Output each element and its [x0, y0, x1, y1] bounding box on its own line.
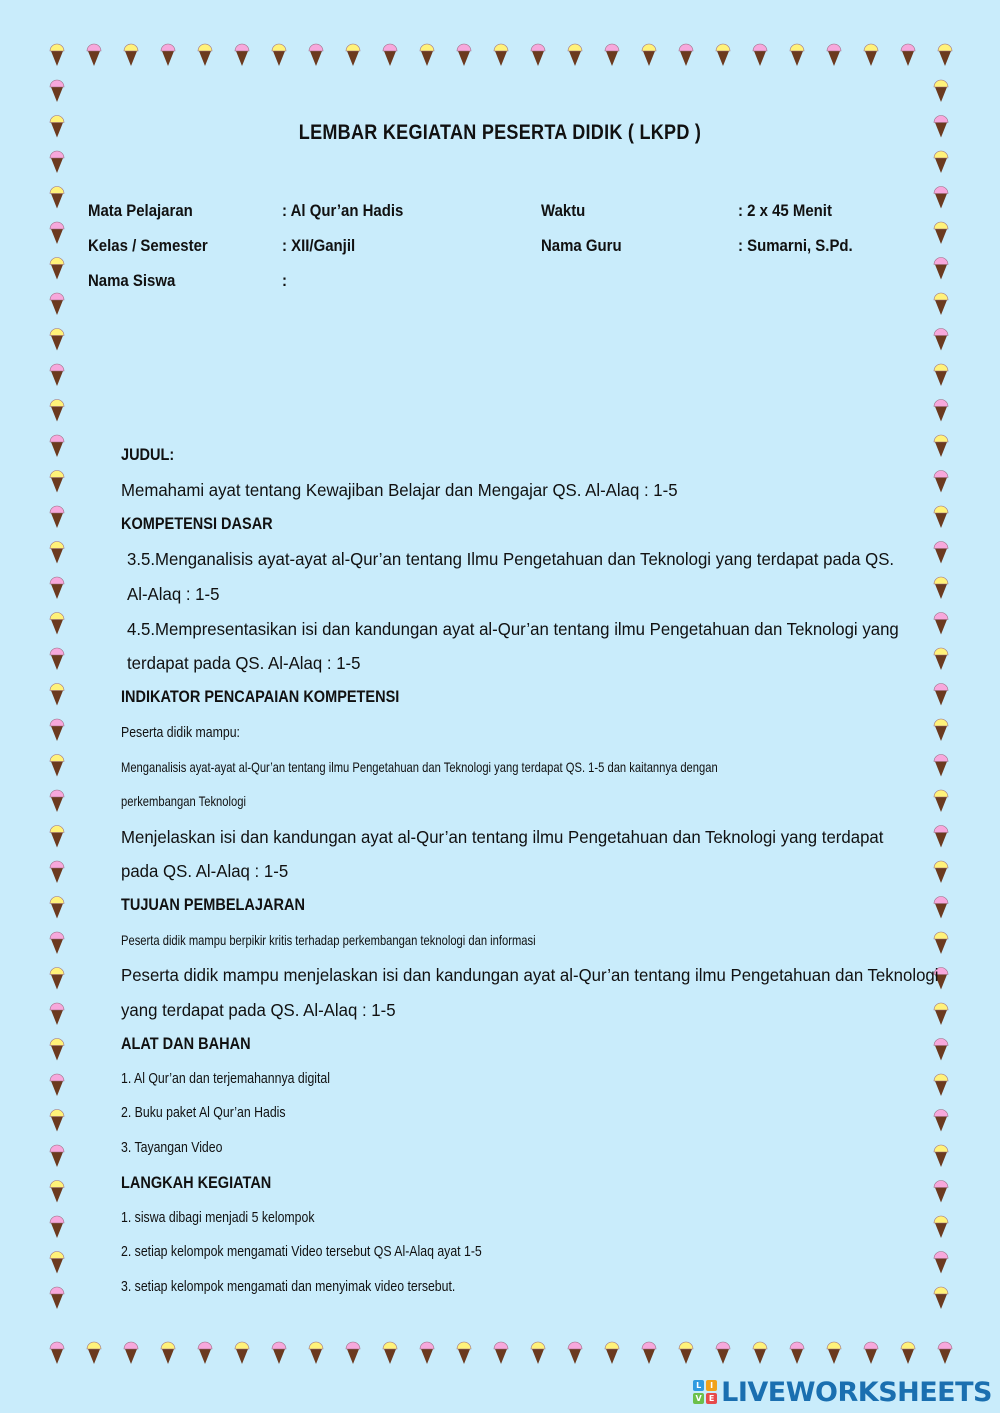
ice-cream-cone-icon	[346, 44, 360, 66]
ice-cream-cone-icon	[934, 435, 948, 457]
ice-cream-cone-icon	[901, 1342, 915, 1364]
ice-cream-cone-icon	[50, 151, 64, 173]
ipk-heading: INDIKATOR PENCAPAIAN KOMPETENSI	[121, 688, 400, 706]
ice-cream-cone-icon	[568, 1342, 582, 1364]
kd-item-2-cont: terdapat pada QS. Al-Alaq : 1-5	[127, 653, 361, 673]
ice-cream-cone-icon	[50, 1342, 64, 1364]
ipk-item-2-cont: pada QS. Al-Alaq : 1-5	[121, 861, 289, 881]
ice-cream-cone-icon	[934, 80, 948, 102]
kd-item-1-cont: Al-Alaq : 1-5	[127, 584, 220, 604]
ice-cream-cone-icon	[235, 44, 249, 66]
ice-cream-cone-icon	[346, 1342, 360, 1364]
ice-cream-cone-icon	[934, 187, 948, 209]
ice-cream-cone-icon	[50, 577, 64, 599]
ice-cream-cone-icon	[934, 400, 948, 422]
ice-cream-cone-icon	[235, 1342, 249, 1364]
ice-cream-cone-icon	[50, 1216, 64, 1238]
ice-cream-cone-icon	[50, 542, 64, 564]
ice-cream-cone-icon	[934, 1039, 948, 1061]
langkah-item-1: 1. siswa dibagi menjadi 5 kelompok	[121, 1209, 315, 1226]
ice-cream-cone-icon	[790, 1342, 804, 1364]
ice-cream-cone-icon	[934, 1216, 948, 1238]
ice-cream-cone-icon	[938, 44, 952, 66]
ice-cream-cone-icon	[50, 790, 64, 812]
mapel-label: Mata Pelajaran	[88, 201, 193, 220]
ice-cream-cone-icon	[50, 116, 64, 138]
ice-cream-cone-icon	[457, 1342, 471, 1364]
ice-cream-cone-icon	[50, 719, 64, 741]
ice-cream-cone-icon	[50, 506, 64, 528]
ice-cream-cone-icon	[934, 364, 948, 386]
ice-cream-cone-icon	[124, 44, 138, 66]
ice-cream-cone-icon	[934, 471, 948, 493]
ipk-item-1-cont: perkembangan Teknologi	[121, 793, 246, 809]
ice-cream-cone-icon	[934, 684, 948, 706]
alat-item-2: 2. Buku paket Al Qur’an Hadis	[121, 1104, 286, 1121]
ice-cream-cone-icon	[934, 1181, 948, 1203]
liveworksheets-logo[interactable]	[693, 1377, 992, 1407]
alat-item-1: 1. Al Qur’an dan terjemahannya digital	[121, 1070, 331, 1087]
ice-cream-cone-icon	[50, 684, 64, 706]
ice-cream-cone-icon	[50, 968, 64, 990]
ice-cream-cone-icon	[934, 151, 948, 173]
ice-cream-cone-icon	[642, 44, 656, 66]
ice-cream-cone-icon	[50, 648, 64, 670]
ice-cream-cone-icon	[934, 613, 948, 635]
tujuan-item-2-cont: yang terdapat pada QS. Al-Alaq : 1-5	[121, 1000, 396, 1020]
ice-cream-cone-icon	[50, 897, 64, 919]
kd-heading: KOMPETENSI DASAR	[121, 515, 273, 533]
kelas-label: Kelas / Semester	[88, 236, 208, 255]
ice-cream-cone-icon	[198, 1342, 212, 1364]
ice-cream-cone-icon	[934, 861, 948, 883]
ice-cream-cone-icon	[383, 44, 397, 66]
ice-cream-cone-icon	[50, 400, 64, 422]
liveworksheets-text: LIVEWORKSHEETS	[721, 1376, 992, 1408]
ice-cream-cone-icon	[383, 1342, 397, 1364]
ice-cream-cone-icon	[679, 1342, 693, 1364]
ice-cream-cone-icon	[642, 1342, 656, 1364]
siswa-label: Nama Siswa	[88, 271, 176, 290]
ice-cream-cone-icon	[934, 897, 948, 919]
ice-cream-cone-icon	[934, 329, 948, 351]
ice-cream-cone-icon	[494, 44, 508, 66]
ice-cream-cone-icon	[494, 1342, 508, 1364]
siswa-value: :	[282, 271, 287, 290]
ice-cream-cone-icon	[934, 1252, 948, 1274]
ice-cream-cone-icon	[309, 44, 323, 66]
ice-cream-cone-icon	[50, 293, 64, 315]
tujuan-item-2: Peserta didik mampu menjelaskan isi dan kandungan ayat al-Qur’an tentang ilmu Pengetahuan dan Teknologi	[121, 965, 939, 985]
ice-cream-cone-icon	[934, 719, 948, 741]
waktu-label: Waktu	[541, 201, 586, 220]
ice-cream-cone-icon	[934, 542, 948, 564]
ice-cream-cone-icon	[198, 44, 212, 66]
ice-cream-cone-icon	[161, 44, 175, 66]
ice-cream-cone-icon	[934, 1110, 948, 1132]
mapel-value: : Al Qur’an Hadis	[282, 201, 404, 220]
ice-cream-cone-icon	[827, 44, 841, 66]
ice-cream-cone-icon	[50, 1074, 64, 1096]
waktu-value: : 2 x 45 Menit	[738, 201, 832, 220]
ice-cream-cone-icon	[50, 1145, 64, 1167]
langkah-item-3: 3. setiap kelompok mengamati dan menyimak video tersebut.	[121, 1278, 456, 1295]
liveworksheets-badge-icon: L I V E	[693, 1380, 717, 1404]
ice-cream-cone-icon	[934, 1145, 948, 1167]
ice-cream-cone-icon	[50, 80, 64, 102]
ice-cream-cone-icon	[934, 116, 948, 138]
ice-cream-cone-icon	[457, 44, 471, 66]
ice-cream-cone-icon	[827, 1342, 841, 1364]
ice-cream-cone-icon	[50, 1110, 64, 1132]
alat-heading: ALAT DAN BAHAN	[121, 1035, 251, 1053]
ice-cream-cone-icon	[864, 1342, 878, 1364]
ice-cream-cone-icon	[568, 44, 582, 66]
langkah-heading: LANGKAH KEGIATAN	[121, 1174, 272, 1192]
ice-cream-cone-icon	[934, 1287, 948, 1309]
ice-cream-cone-icon	[50, 44, 64, 66]
ice-cream-cone-icon	[753, 44, 767, 66]
ice-cream-cone-icon	[934, 932, 948, 954]
ice-cream-cone-icon	[50, 329, 64, 351]
ice-cream-cone-icon	[716, 44, 730, 66]
ice-cream-cone-icon	[934, 826, 948, 848]
ice-cream-cone-icon	[50, 258, 64, 280]
ipk-intro: Peserta didik mampu:	[121, 724, 240, 741]
ice-cream-cone-icon	[605, 1342, 619, 1364]
ice-cream-cone-icon	[161, 1342, 175, 1364]
ice-cream-cone-icon	[864, 44, 878, 66]
ice-cream-cone-icon	[531, 1342, 545, 1364]
ice-cream-cone-icon	[50, 755, 64, 777]
ice-cream-cone-icon	[934, 755, 948, 777]
guru-value: : Sumarni, S.Pd.	[738, 236, 853, 255]
ice-cream-cone-icon	[50, 1003, 64, 1025]
ice-cream-cone-icon	[50, 471, 64, 493]
ice-cream-cone-icon	[934, 258, 948, 280]
ice-cream-cone-icon	[531, 44, 545, 66]
ice-cream-cone-icon	[420, 44, 434, 66]
ice-cream-cone-icon	[420, 1342, 434, 1364]
tujuan-heading: TUJUAN PEMBELAJARAN	[121, 896, 305, 914]
ice-cream-cone-icon	[938, 1342, 952, 1364]
ice-cream-cone-icon	[50, 1287, 64, 1309]
alat-item-3: 3. Tayangan Video	[121, 1139, 223, 1156]
ice-cream-cone-icon	[50, 222, 64, 244]
ice-cream-cone-icon	[50, 1039, 64, 1061]
ice-cream-cone-icon	[272, 1342, 286, 1364]
ice-cream-cone-icon	[790, 44, 804, 66]
tujuan-item-1: Peserta didik mampu berpikir kritis terhadap perkembangan teknologi dan informasi	[121, 932, 536, 948]
ice-cream-cone-icon	[50, 1181, 64, 1203]
ice-cream-cone-icon	[679, 44, 693, 66]
ice-cream-cone-icon	[50, 861, 64, 883]
ice-cream-cone-icon	[50, 187, 64, 209]
ice-cream-cone-icon	[124, 1342, 138, 1364]
ice-cream-cone-icon	[50, 932, 64, 954]
kd-item-1: 3.5.Menganalisis ayat-ayat al-Qur’an tentang Ilmu Pengetahuan dan Teknologi yang terdapat pada QS.	[127, 549, 895, 569]
ice-cream-cone-icon	[934, 293, 948, 315]
ice-cream-cone-icon	[50, 826, 64, 848]
ice-cream-cone-icon	[934, 506, 948, 528]
judul-heading: JUDUL:	[121, 446, 175, 464]
ice-cream-cone-icon	[87, 44, 101, 66]
judul-text: Memahami ayat tentang Kewajiban Belajar dan Mengajar QS. Al-Alaq : 1-5	[121, 480, 678, 500]
ice-cream-cone-icon	[934, 222, 948, 244]
ice-cream-cone-icon	[934, 1003, 948, 1025]
ice-cream-cone-icon	[716, 1342, 730, 1364]
ice-cream-cone-icon	[50, 613, 64, 635]
kd-item-2: 4.5.Mempresentasikan isi dan kandungan ayat al-Qur’an tentang ilmu Pengetahuan dan Teknologi yang	[127, 619, 899, 639]
ice-cream-cone-icon	[87, 1342, 101, 1364]
ice-cream-cone-icon	[753, 1342, 767, 1364]
ipk-item-1: Menganalisis ayat-ayat al-Qur’an tentang ilmu Pengetahuan dan Teknologi yang terdapat QS. 1-5 dan kaitannya dengan	[121, 759, 718, 775]
ice-cream-cone-icon	[934, 648, 948, 670]
ice-cream-cone-icon	[934, 1074, 948, 1096]
ice-cream-cone-icon	[934, 790, 948, 812]
ice-cream-cone-icon	[901, 44, 915, 66]
page-title: LEMBAR KEGIATAN PESERTA DIDIK ( LKPD )	[298, 121, 702, 144]
ice-cream-cone-icon	[605, 44, 619, 66]
ice-cream-cone-icon	[272, 44, 286, 66]
ipk-item-2: Menjelaskan isi dan kandungan ayat al-Qur’an tentang ilmu Pengetahuan dan Teknologi yang terdapat	[121, 827, 884, 847]
ice-cream-cone-icon	[50, 435, 64, 457]
langkah-item-2: 2. setiap kelompok mengamati Video tersebut QS Al-Alaq ayat 1-5	[121, 1243, 482, 1260]
ice-cream-cone-icon	[309, 1342, 323, 1364]
ice-cream-cone-icon	[934, 577, 948, 599]
guru-label: Nama Guru	[541, 236, 622, 255]
ice-cream-cone-icon	[50, 1252, 64, 1274]
kelas-value: : XII/Ganjil	[282, 236, 356, 255]
ice-cream-cone-icon	[50, 364, 64, 386]
